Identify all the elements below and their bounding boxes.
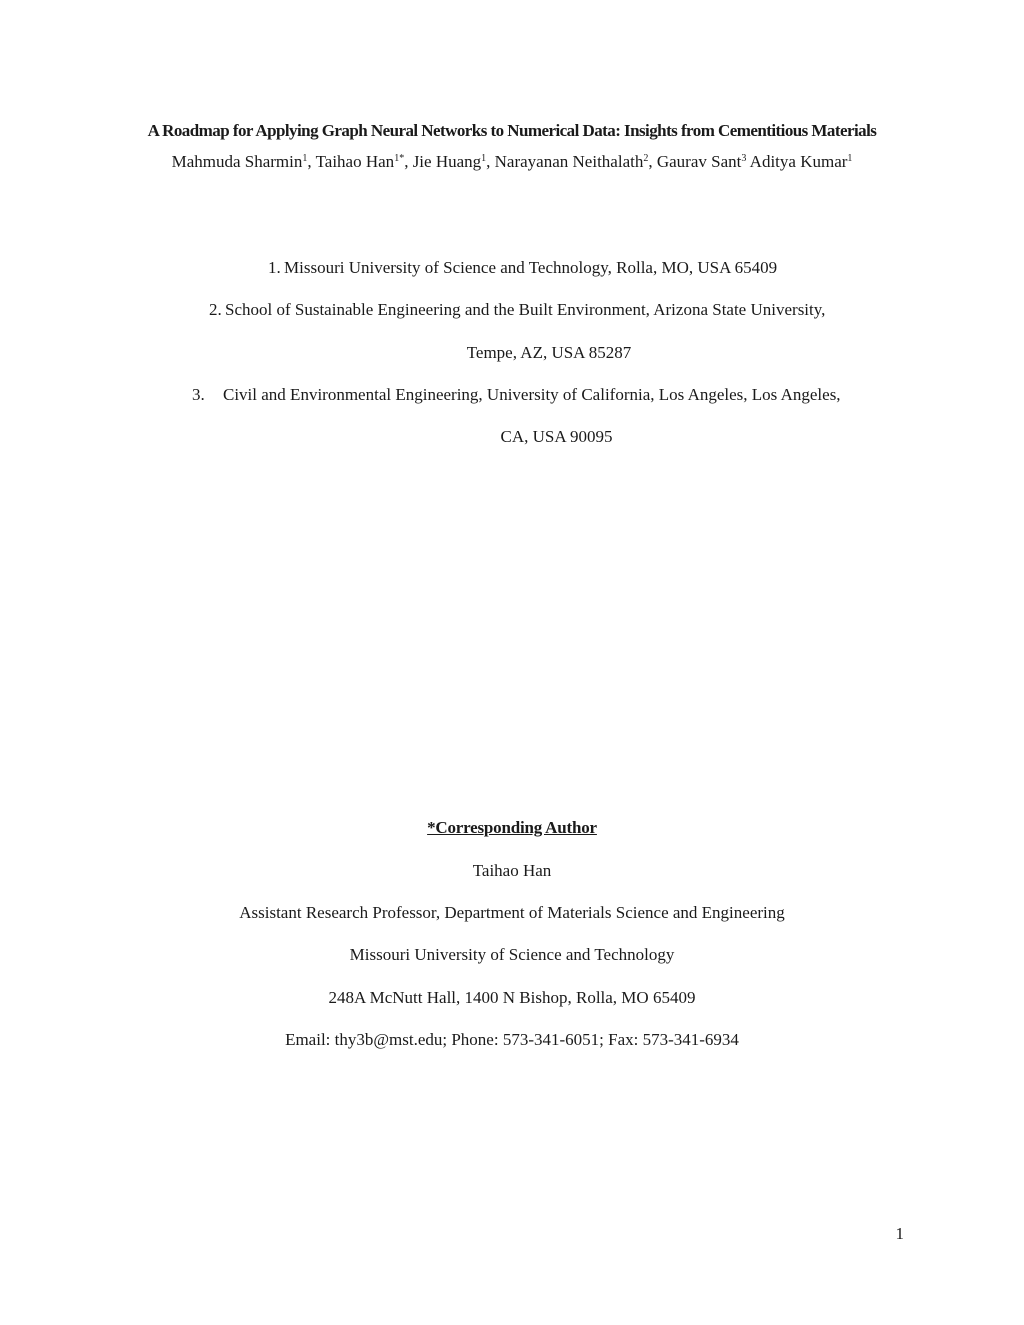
author-list: [0, 152, 1024, 172]
author-affiliation-mark: 1*: [394, 153, 405, 164]
author-affiliation-mark: 3: [741, 153, 747, 164]
corresponding-author-university: Missouri University of Science and Technology: [349, 945, 675, 964]
author-affiliation-mark: 2: [643, 153, 649, 164]
affiliation-text: Missouri University of Science and Technology, Rolla, MO, USA 65409: [284, 258, 778, 277]
author-name: Narayanan Neithalath: [494, 152, 644, 171]
author-separator: ,: [486, 152, 495, 171]
author-name: Jie Huang: [412, 152, 482, 171]
affiliation-2: [209, 300, 825, 320]
affiliation-3: [192, 385, 841, 405]
author-name: Taihao Han: [315, 152, 395, 171]
affiliation-text: School of Sustainable Engineering and the Built Environment, Arizona State University,: [225, 300, 826, 319]
paper-title: A Roadmap for Applying Graph Neural Networks to Numerical Data: Insights from Cementitious Materials: [147, 121, 877, 140]
affiliation-3-continued: CA, USA 90095: [500, 427, 613, 446]
affiliation-1: [268, 258, 777, 278]
corresponding-author-name: Taihao Han: [472, 861, 552, 880]
affiliation-number: 3.: [192, 385, 205, 404]
author-separator: ,: [307, 152, 316, 171]
corresponding-author-address: 248A McNutt Hall, 1400 N Bishop, Rolla, MO 65409: [328, 988, 696, 1007]
author-affiliation-mark: 1: [302, 153, 308, 164]
author-separator: ,: [648, 152, 657, 171]
affiliation-number: 2.: [209, 300, 222, 319]
author-affiliation-mark: 1: [847, 153, 853, 164]
author-name: Mahmuda Sharmin: [171, 152, 303, 171]
affiliation-text: Civil and Environmental Engineering, University of California, Los Angeles, Los Angeles,: [223, 385, 841, 404]
affiliation-2-continued: Tempe, AZ, USA 85287: [466, 343, 632, 362]
author-name: Aditya Kumar: [749, 152, 848, 171]
author-separator: ,: [404, 152, 413, 171]
page-number: 1: [895, 1224, 904, 1243]
affiliation-number: 1.: [268, 258, 281, 277]
corresponding-author-contact: Email: thy3b@mst.edu; Phone: 573-341-6051; Fax: 573-341-6934: [285, 1030, 739, 1049]
corresponding-author-heading: *Corresponding Author: [427, 818, 597, 837]
corresponding-author-position: Assistant Research Professor, Department of Materials Science and Engineering: [239, 903, 785, 922]
author-affiliation-mark: 1: [481, 153, 487, 164]
author-name: Gaurav Sant: [656, 152, 742, 171]
